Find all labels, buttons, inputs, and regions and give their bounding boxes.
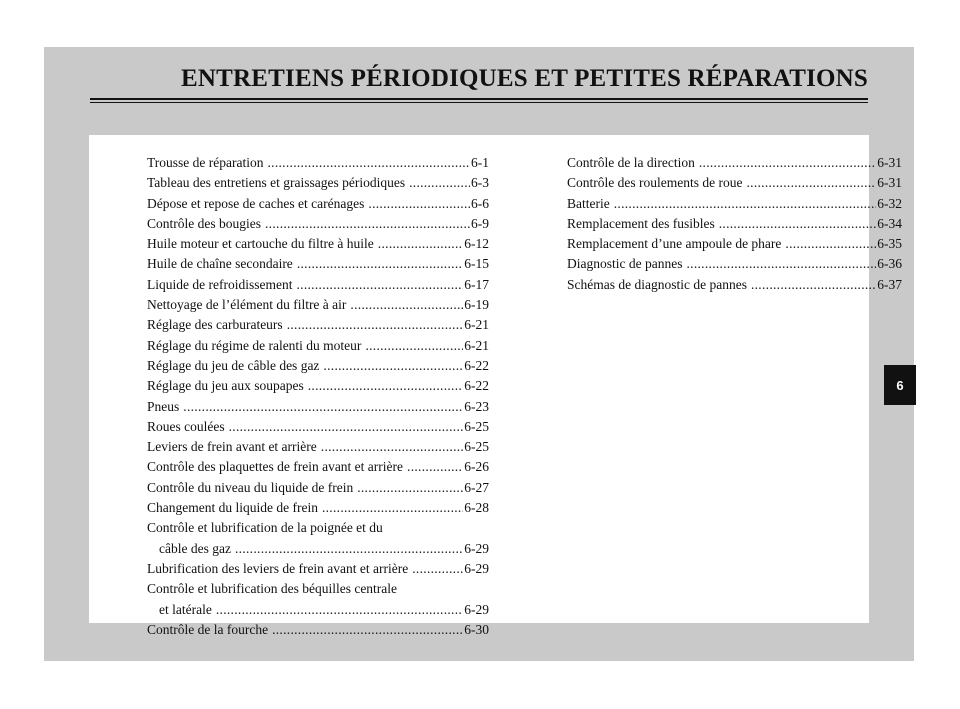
toc-leader-dots <box>321 437 463 457</box>
toc-entry[interactable] <box>147 173 489 193</box>
toc-entry[interactable] <box>147 620 489 640</box>
toc-entry[interactable] <box>147 478 489 498</box>
toc-page-number: 6-17 <box>464 276 489 292</box>
toc-page-number: 6-3 <box>471 175 489 191</box>
toc-entry-label: Lubrification des leviers de frein avant et arrière <box>147 560 409 576</box>
toc-entry[interactable] <box>147 397 489 417</box>
toc-entry-label: câble des gaz <box>159 540 231 556</box>
toc-entry-label: Tableau des entretiens et graissages périodiques <box>147 175 406 191</box>
toc-entry[interactable] <box>147 194 489 214</box>
toc-page-number: 6-29 <box>464 540 489 556</box>
toc-leader-dots <box>216 600 463 620</box>
toc-page-number: 6-9 <box>471 215 489 231</box>
toc-page-number: 6-35 <box>877 236 902 252</box>
toc-entry-label: Schémas de diagnostic de pannes <box>567 276 747 292</box>
toc-leader-dots <box>407 457 463 477</box>
toc-leader-dots <box>719 214 877 234</box>
toc-leader-dots <box>378 234 463 254</box>
toc-leader-dots <box>686 254 876 274</box>
toc-leader-dots <box>751 275 876 295</box>
toc-entry-label: Roues coulées <box>147 418 225 434</box>
toc-entry[interactable] <box>147 315 489 335</box>
toc-page-number: 6-21 <box>464 337 489 353</box>
toc-leader-dots <box>368 194 470 214</box>
toc-leader-dots <box>265 214 470 234</box>
toc-entry-label: Dépose et repose de caches et carénages <box>147 195 365 211</box>
toc-page-number: 6-25 <box>464 439 489 455</box>
toc-leader-dots <box>357 478 463 498</box>
toc-page-number: 6-31 <box>877 155 902 170</box>
toc-entry-label: et latérale <box>159 601 212 617</box>
toc-leader-dots <box>308 376 464 396</box>
toc-entry-label: Trousse de réparation <box>147 155 264 170</box>
toc-column-right <box>567 153 902 295</box>
toc-entry[interactable] <box>567 194 902 214</box>
toc-entry[interactable] <box>147 539 489 559</box>
toc-entry-label: Contrôle des roulements de roue <box>567 175 743 191</box>
toc-entry[interactable] <box>147 457 489 477</box>
toc-entry[interactable] <box>147 336 489 356</box>
toc-entry-label: Leviers de frein avant et arrière <box>147 439 317 455</box>
toc-entry[interactable] <box>147 559 489 579</box>
toc-page-number: 6-23 <box>464 398 489 414</box>
toc-entry-label: Contrôle des bougies <box>147 215 261 231</box>
toc-entry-label: Nettoyage de l’élément du filtre à air <box>147 297 347 313</box>
toc-entry-label: Huile moteur et cartouche du filtre à huile <box>147 236 374 252</box>
toc-entry[interactable] <box>147 295 489 315</box>
toc-page-number: 6-19 <box>464 297 489 313</box>
chapter-tab[interactable]: 6 <box>884 365 916 405</box>
toc-leader-dots <box>746 173 876 193</box>
page-sheet <box>44 47 914 661</box>
toc-entry-heading[interactable]: Contrôle et lubrification de la poignée et du <box>147 520 383 536</box>
toc-leader-dots <box>614 194 877 214</box>
toc-page-number: 6-6 <box>471 195 489 211</box>
toc-entry-label: Changement du liquide de frein <box>147 500 318 516</box>
toc-leader-dots <box>296 275 463 295</box>
toc-page-number: 6-30 <box>464 621 489 637</box>
toc-entry[interactable] <box>567 275 902 295</box>
toc-column-left <box>147 153 489 640</box>
toc-leader-dots <box>267 153 470 173</box>
toc-panel <box>89 135 902 637</box>
toc-leader-dots <box>365 336 463 356</box>
toc-entry-label: Réglage des carburateurs <box>147 317 283 333</box>
toc-entry-label: Contrôle de la direction <box>567 155 695 170</box>
toc-leader-dots <box>350 295 463 315</box>
toc-page-number: 6-22 <box>464 378 489 394</box>
toc-entry[interactable] <box>567 234 902 254</box>
toc-entry[interactable] <box>147 234 489 254</box>
toc-page-number: 6-37 <box>877 276 902 292</box>
title-rule-thick <box>90 98 868 100</box>
toc-entry[interactable] <box>147 214 489 234</box>
toc-entry-label: Contrôle de la fourche <box>147 621 269 637</box>
toc-page-number: 6-34 <box>877 215 902 231</box>
title-rule-thin <box>90 102 868 103</box>
toc-entry-label: Diagnostic de pannes <box>567 256 683 272</box>
toc-page-number: 6-12 <box>464 236 489 252</box>
toc-entry-label: Contrôle du niveau du liquide de frein <box>147 479 354 495</box>
toc-entry[interactable] <box>567 173 902 193</box>
toc-page-number: 6-28 <box>464 500 489 516</box>
toc-entry[interactable] <box>567 214 902 234</box>
toc-leader-dots <box>183 397 463 417</box>
toc-page-number: 6-22 <box>464 357 489 373</box>
toc-entry-label: Réglage du jeu de câble des gaz <box>147 357 320 373</box>
toc-leader-dots <box>412 559 463 579</box>
toc-entry[interactable] <box>147 498 489 518</box>
toc-entry-label: Batterie <box>567 195 610 211</box>
toc-page-number: 6-15 <box>464 256 489 272</box>
toc-entry-heading[interactable]: Contrôle et lubrification des béquilles centrale <box>147 581 398 597</box>
toc-entry[interactable] <box>147 417 489 437</box>
toc-page-number: 6-29 <box>464 601 489 617</box>
toc-page-number: 6-31 <box>877 175 902 191</box>
toc-page-number: 6-27 <box>464 479 489 495</box>
toc-leader-dots <box>235 539 463 559</box>
toc-leader-dots <box>297 254 463 274</box>
toc-page-number: 6-36 <box>877 256 902 272</box>
toc-leader-dots <box>287 315 464 335</box>
toc-entry-label: Contrôle des plaquettes de frein avant et arrière <box>147 459 404 475</box>
toc-page-number: 6-21 <box>464 317 489 333</box>
toc-entry-label: Pneus <box>147 398 180 414</box>
toc-leader-dots <box>323 356 463 376</box>
toc-page-number: 6-1 <box>471 155 489 170</box>
toc-entry-label: Réglage du jeu aux soupapes <box>147 378 304 394</box>
toc-entry-label: Liquide de refroidissement <box>147 276 293 292</box>
toc-entry[interactable] <box>147 437 489 457</box>
toc-page-number: 6-29 <box>464 560 489 576</box>
page-title: ENTRETIENS PÉRIODIQUES ET PETITES RÉPARATIONS <box>181 65 868 92</box>
toc-entry-label: Remplacement d’une ampoule de phare <box>567 236 782 252</box>
toc-entry-label: Remplacement des fusibles <box>567 215 715 231</box>
toc-leader-dots <box>699 153 876 173</box>
toc-entry-label: Réglage du régime de ralenti du moteur <box>147 337 362 353</box>
toc-entry[interactable] <box>147 254 489 274</box>
toc-leader-dots <box>229 417 464 437</box>
toc-entry[interactable] <box>147 275 489 295</box>
toc-leader-dots <box>322 498 463 518</box>
toc-entry[interactable] <box>147 356 489 376</box>
toc-entry[interactable] <box>567 153 902 173</box>
toc-leader-dots <box>785 234 876 254</box>
toc-entry-label: Huile de chaîne secondaire <box>147 256 293 272</box>
toc-page-number: 6-32 <box>877 195 902 211</box>
toc-page-number: 6-26 <box>464 459 489 475</box>
toc-entry[interactable] <box>567 254 902 274</box>
toc-entry[interactable] <box>147 600 489 620</box>
toc-leader-dots <box>272 620 463 640</box>
toc-leader-dots <box>409 173 470 193</box>
toc-entry[interactable] <box>147 153 489 173</box>
toc-entry[interactable] <box>147 376 489 396</box>
toc-page-number: 6-25 <box>464 418 489 434</box>
